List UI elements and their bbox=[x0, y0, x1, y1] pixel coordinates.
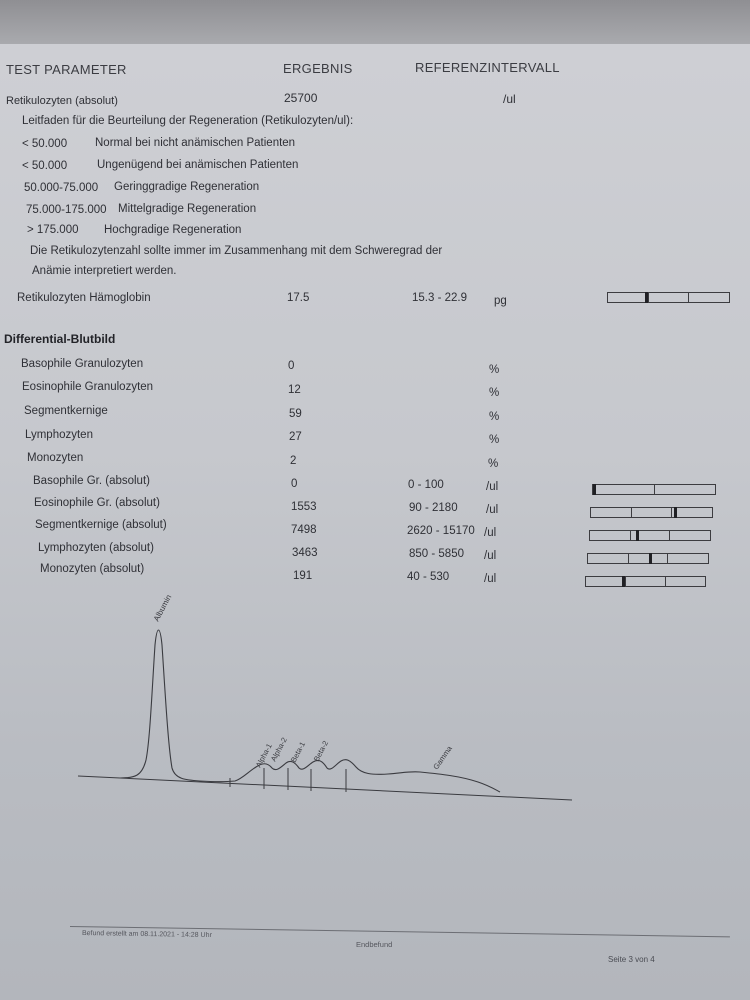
diff-label-8: Segmentkernige (absolut) bbox=[35, 519, 167, 531]
guide-text-3: Geringgradige Regeneration bbox=[114, 181, 260, 193]
fraction-label-beta-2: Beta-2 bbox=[311, 739, 331, 763]
diff-value-3: 59 bbox=[289, 408, 302, 420]
diff-unit-10: /ul bbox=[484, 573, 497, 585]
diff-range-6: 0 - 100 bbox=[408, 479, 444, 491]
diff-range-9: 850 - 5850 bbox=[409, 548, 464, 560]
guide-title: Leitfaden für die Beurteilung der Regeneration (Retikulozyten/ul): bbox=[22, 115, 354, 127]
diff-label-9: Lymphozyten (absolut) bbox=[38, 542, 154, 554]
diff-value-6: 0 bbox=[291, 478, 298, 490]
footer-status: Endbefund bbox=[356, 940, 393, 949]
hemoglobin-value: 17.5 bbox=[287, 292, 310, 304]
hemoglobin-unit: pg bbox=[494, 295, 507, 307]
hemoglobin-label: Retikulozyten Hämoglobin bbox=[17, 292, 151, 304]
diff-unit-7: /ul bbox=[486, 504, 499, 516]
diff-label-4: Lymphozyten bbox=[25, 429, 93, 441]
diff-label-7: Eosinophile Gr. (absolut) bbox=[34, 497, 160, 509]
diff-label-5: Monozyten bbox=[27, 452, 84, 464]
guide-range-5: > 175.000 bbox=[27, 224, 79, 236]
reticulocytes-value: 25700 bbox=[284, 91, 318, 105]
diff-value-1: 0 bbox=[288, 360, 295, 372]
diff-unit-4: % bbox=[489, 434, 500, 446]
guide-note-line2: Anämie interpretiert werden. bbox=[32, 265, 177, 277]
diff-unit-1: % bbox=[489, 364, 500, 376]
reticulocytes-label: Retikulozyten (absolut) bbox=[6, 95, 118, 107]
fraction-label-alpha-2: Alpha-2 bbox=[268, 735, 289, 763]
hemoglobin-range: 15.3 - 22.9 bbox=[412, 292, 467, 304]
electrophoresis-baseline bbox=[78, 776, 572, 800]
diff-label-1: Basophile Granulozyten bbox=[21, 358, 144, 370]
guide-note-line1: Die Retikulozytenzahl sollte immer im Zusammenhang mit dem Schweregrad der bbox=[30, 245, 443, 257]
fraction-label-beta-1: Beta-1 bbox=[288, 740, 308, 764]
guide-range-2: < 50.000 bbox=[22, 160, 68, 172]
diff-label-2: Eosinophile Granulozyten bbox=[22, 381, 154, 393]
diff-value-7: 1553 bbox=[291, 501, 317, 513]
header-reference: REFERENZINTERVALL bbox=[415, 60, 560, 75]
diff-unit-6: /ul bbox=[486, 481, 499, 493]
guide-range-4: 75.000-175.000 bbox=[26, 204, 107, 216]
diff-value-10: 191 bbox=[293, 570, 313, 582]
diff-value-9: 3463 bbox=[292, 547, 318, 559]
differential-title: Differential-Blutbild bbox=[4, 332, 116, 346]
diff-label-6: Basophile Gr. (absolut) bbox=[33, 475, 150, 487]
header-parameter: TEST PARAMETER bbox=[6, 62, 127, 77]
diff-unit-5: % bbox=[488, 458, 499, 470]
fraction-label-gamma: Gamma bbox=[431, 744, 454, 772]
fraction-label-albumin: Albumin bbox=[151, 593, 174, 623]
guide-text-1: Normal bei nicht anämischen Patienten bbox=[95, 137, 296, 149]
guide-range-3: 50.000-75.000 bbox=[24, 182, 99, 194]
fraction-label-alpha-1: Alpha-1 bbox=[253, 741, 274, 769]
diff-unit-2: % bbox=[489, 387, 500, 399]
guide-text-2: Ungenügend bei anämischen Patienten bbox=[97, 159, 299, 171]
diff-value-8: 7498 bbox=[291, 524, 317, 536]
diff-range-7: 90 - 2180 bbox=[409, 502, 458, 514]
footer-page: Seite 3 von 4 bbox=[608, 955, 655, 964]
diff-unit-9: /ul bbox=[484, 550, 497, 562]
diff-value-5: 2 bbox=[290, 455, 297, 467]
diff-value-4: 27 bbox=[289, 431, 302, 443]
header-result: ERGEBNIS bbox=[283, 61, 353, 76]
diff-unit-3: % bbox=[489, 411, 500, 423]
diff-value-2: 12 bbox=[288, 384, 301, 396]
guide-text-5: Hochgradige Regeneration bbox=[104, 224, 242, 236]
guide-text-4: Mittelgradige Regeneration bbox=[118, 203, 257, 215]
diff-label-10: Monozyten (absolut) bbox=[40, 563, 145, 575]
diff-unit-8: /ul bbox=[484, 527, 497, 539]
diff-label-3: Segmentkernige bbox=[24, 405, 108, 417]
footer-created: Befund erstellt am 08.11.2021 - 14:28 Uhr bbox=[81, 930, 212, 940]
guide-range-1: < 50.000 bbox=[22, 138, 68, 150]
electrophoresis-curve bbox=[120, 630, 500, 792]
reticulocytes-unit: /ul bbox=[503, 92, 516, 106]
diff-range-10: 40 - 530 bbox=[407, 571, 450, 583]
diff-range-8: 2620 - 15170 bbox=[407, 525, 475, 537]
